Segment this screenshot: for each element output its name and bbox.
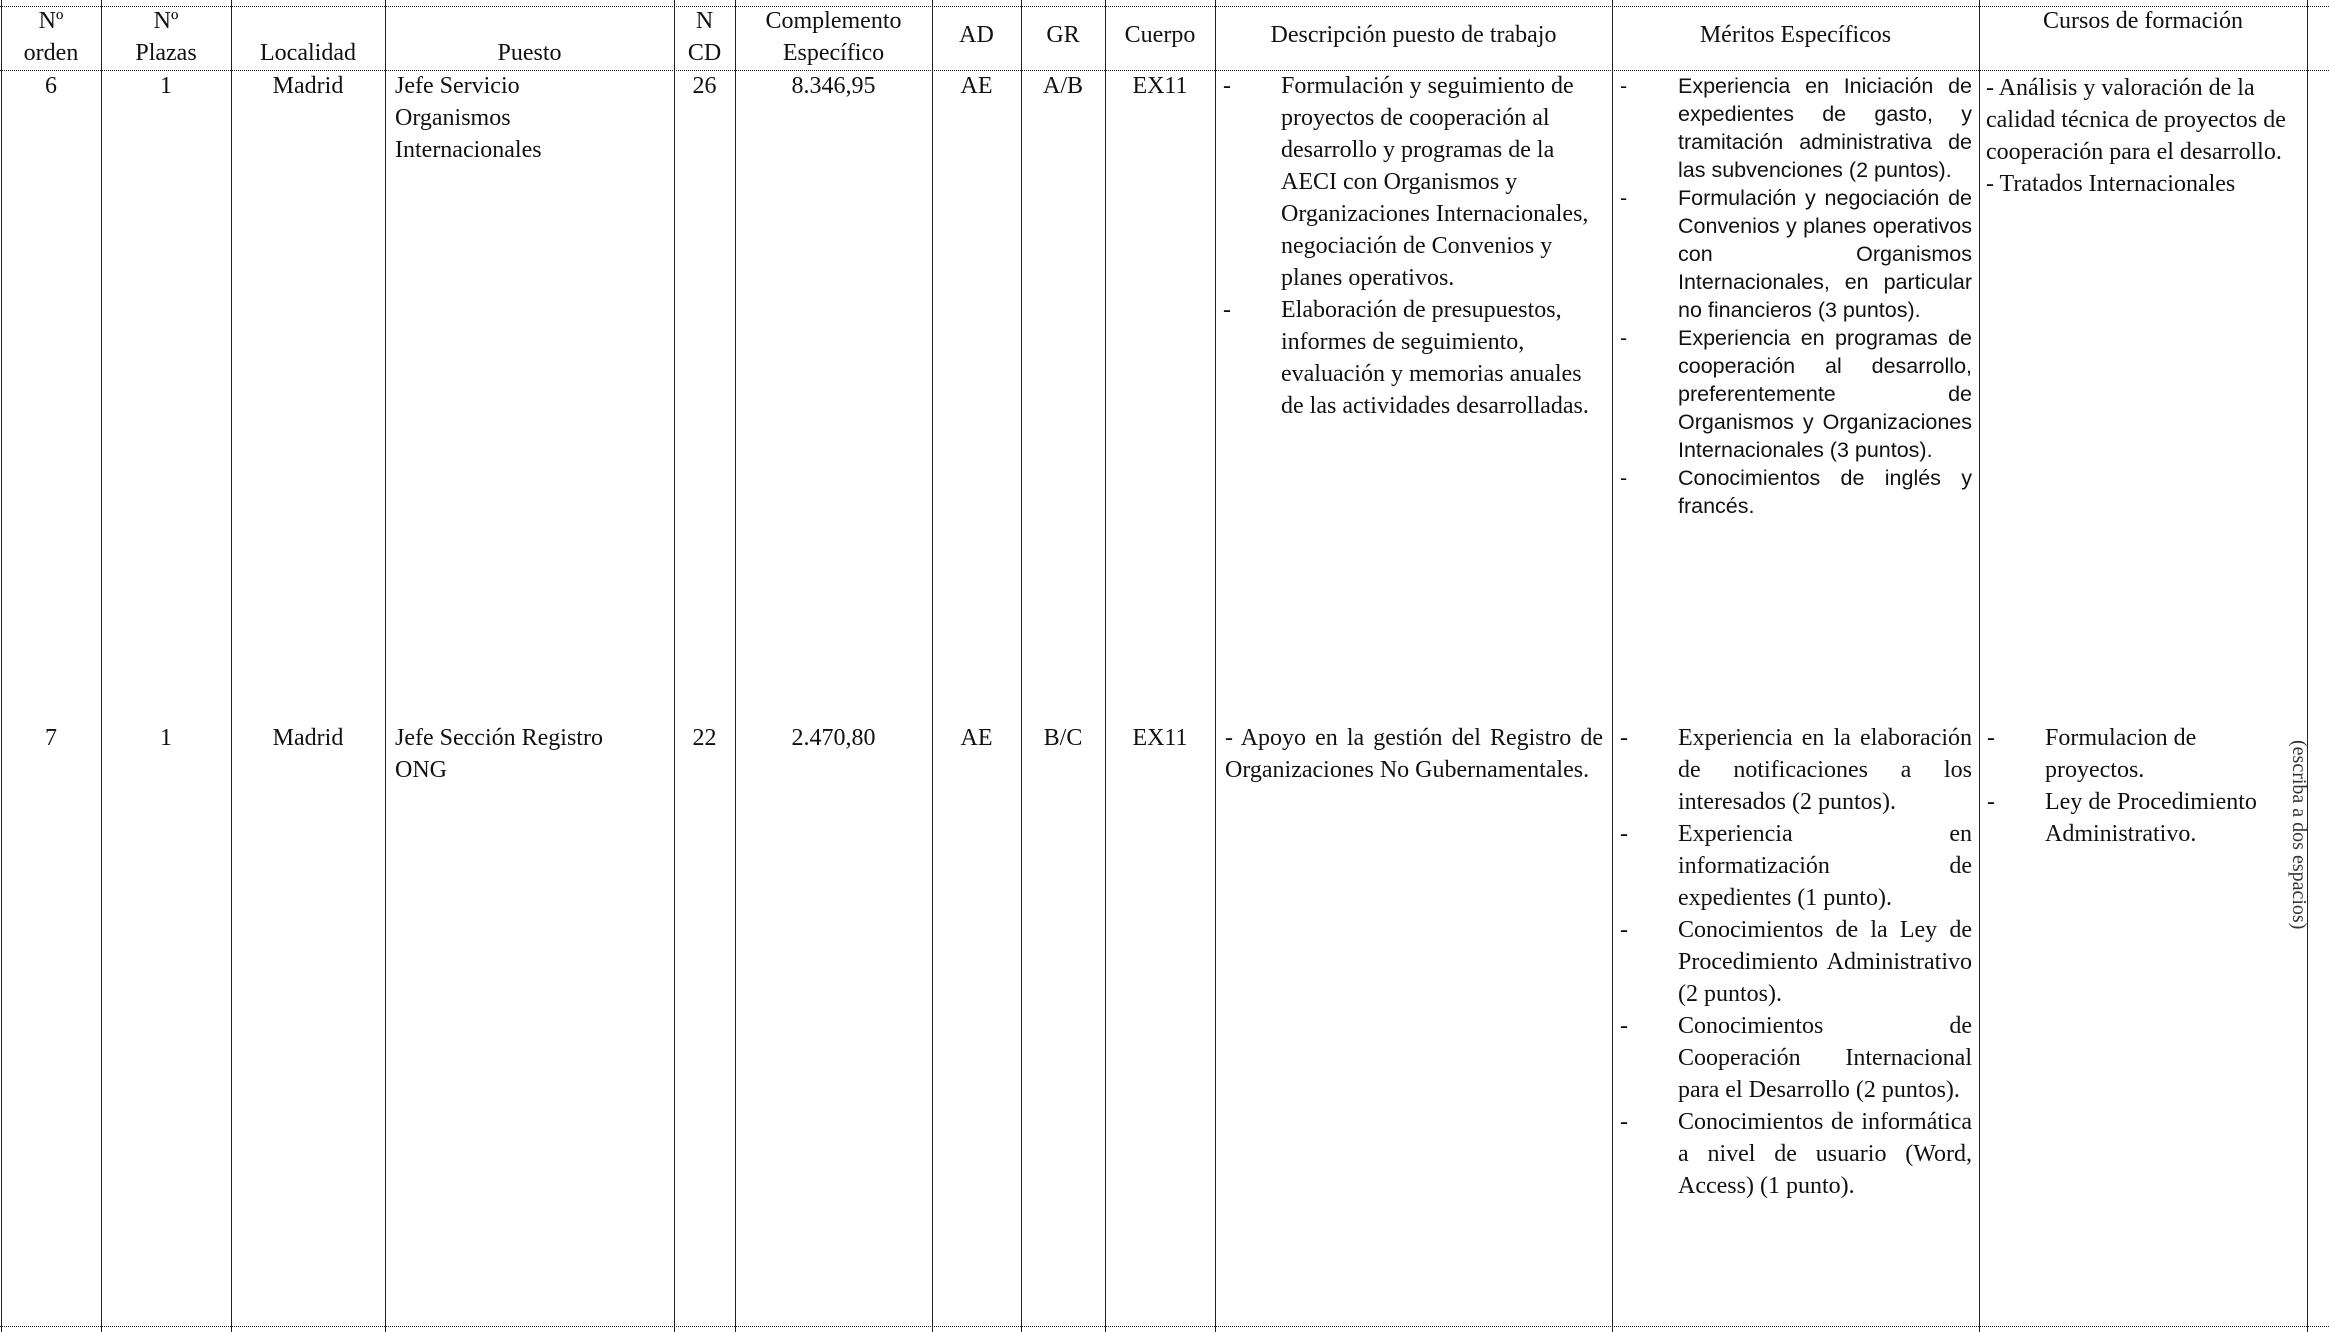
list-item: - Conocimientos de la Ley de Procedimiento Administrativo (2 puntos).: [1620, 917, 1972, 1007]
header-localidad: Localidad: [260, 40, 356, 66]
header-puesto: Puesto: [497, 40, 562, 66]
list-item: - Formulacion de proyectos.: [1987, 725, 2197, 783]
row7-localidad: Madrid: [272, 725, 344, 751]
row6-complemento: 8.346,95: [791, 73, 876, 99]
list-item: - Experiencia en informatización de expedientes (1 punto).: [1620, 821, 1972, 911]
col-rule: [1105, 0, 1106, 1332]
row6-cursos: [1986, 72, 2304, 200]
header-ncd: N CD: [687, 8, 722, 66]
col-rule: [2307, 0, 2308, 1332]
col-rule: [1021, 0, 1022, 1332]
row6-localidad: Madrid: [272, 73, 344, 99]
col-rule: [735, 0, 736, 1332]
list-item: - Elaboración de presupuestos, informes de seguimiento, evaluación y memorias anuales de las actividades desarrolladas.: [1223, 297, 1589, 419]
row6-cuerpo: EX11: [1132, 73, 1188, 99]
row7-ad: AE: [960, 725, 993, 751]
list-item: - Experiencia en Iniciación de expedientes de gasto, y tramitación administrativa de las subvenciones (2 puntos).: [1620, 74, 1972, 182]
row7-puesto: Jefe Sección Registro ONG: [395, 725, 603, 783]
row6-orden: 6: [45, 73, 57, 99]
header-plazas: Nº Plazas: [135, 8, 197, 66]
row7-orden: 7: [45, 725, 57, 751]
list-item: - Conocimientos de inglés y francés.: [1620, 466, 1972, 518]
row6-meritos: [1612, 72, 1972, 520]
col-rule: [231, 0, 232, 1332]
col-rule: [385, 0, 386, 1332]
col-rule: [674, 0, 675, 1332]
list-item: - Conocimientos de informática a nivel de usuario (Word, Access) (1 punto).: [1620, 1109, 1972, 1199]
list-item: - Experiencia en la elaboración de notificaciones a los interesados (2 puntos).: [1620, 725, 1972, 815]
col-rule: [932, 0, 933, 1332]
col-rule: [1979, 0, 1980, 1332]
col-rule: [1, 0, 2, 1332]
row7-descripcion: - Apoyo en la gestión del Registro de Organizaciones No Gubernamentales.: [1225, 725, 1603, 783]
list-item: - Ley de Procedimiento Administrativo.: [1987, 789, 2257, 847]
row7-ncd: 22: [692, 725, 717, 751]
side-note: (escriba a dos espacios): [2288, 740, 2310, 930]
header-cursos: Cursos de formación: [2043, 8, 2243, 34]
row6-plazas: 1: [160, 73, 172, 99]
col-rule: [101, 0, 102, 1332]
header-meritos: Méritos Específicos: [1699, 22, 1892, 48]
header-ad: AD: [959, 22, 994, 48]
row7-cuerpo: EX11: [1132, 725, 1188, 751]
row6-puesto: Jefe Servicio Organismos Internacionales: [395, 73, 542, 163]
row6-ad: AE: [960, 73, 993, 99]
list-item: - Conocimientos de Cooperación Internacional para el Desarrollo (2 puntos).: [1620, 1013, 1972, 1103]
header-complemento: Complemento Específico: [765, 8, 902, 66]
row7-complemento: 2.470,80: [791, 725, 876, 751]
header-gr: GR: [1046, 22, 1080, 48]
row6-gr: A/B: [1042, 73, 1083, 99]
list-item: - Análisis y valoración de la calidad técnica de proyectos de cooperación para el desarrollo.: [1986, 75, 2286, 165]
row7-cursos: [1979, 722, 2299, 850]
list-item: - Formulación y seguimiento de proyectos de cooperación al desarrollo y programas de la AECI con Organismos y Organizaciones Internacionales, negociación de Convenios y planes operativos.: [1223, 73, 1589, 291]
row7-gr: B/C: [1043, 725, 1083, 751]
list-item: - Experiencia en programas de cooperación al desarrollo, preferentemente de Organismos y Organizaciones Internacionales (3 puntos).: [1620, 326, 1972, 462]
row7-meritos: [1612, 722, 1972, 1202]
header-descripcion: Descripción puesto de trabajo: [1270, 22, 1557, 48]
row6-ncd: 26: [692, 73, 717, 99]
row7-plazas: 1: [160, 725, 172, 751]
header-orden: Nº orden: [23, 8, 79, 66]
list-item: - Formulación y negociación de Convenios y planes operativos con Organismos Internacionales, en particular no financieros (3 puntos).: [1620, 186, 1972, 322]
list-item: - Tratados Internacionales: [1986, 171, 2236, 197]
row6-descripcion: [1215, 70, 1605, 422]
header-cuerpo: Cuerpo: [1124, 22, 1196, 48]
